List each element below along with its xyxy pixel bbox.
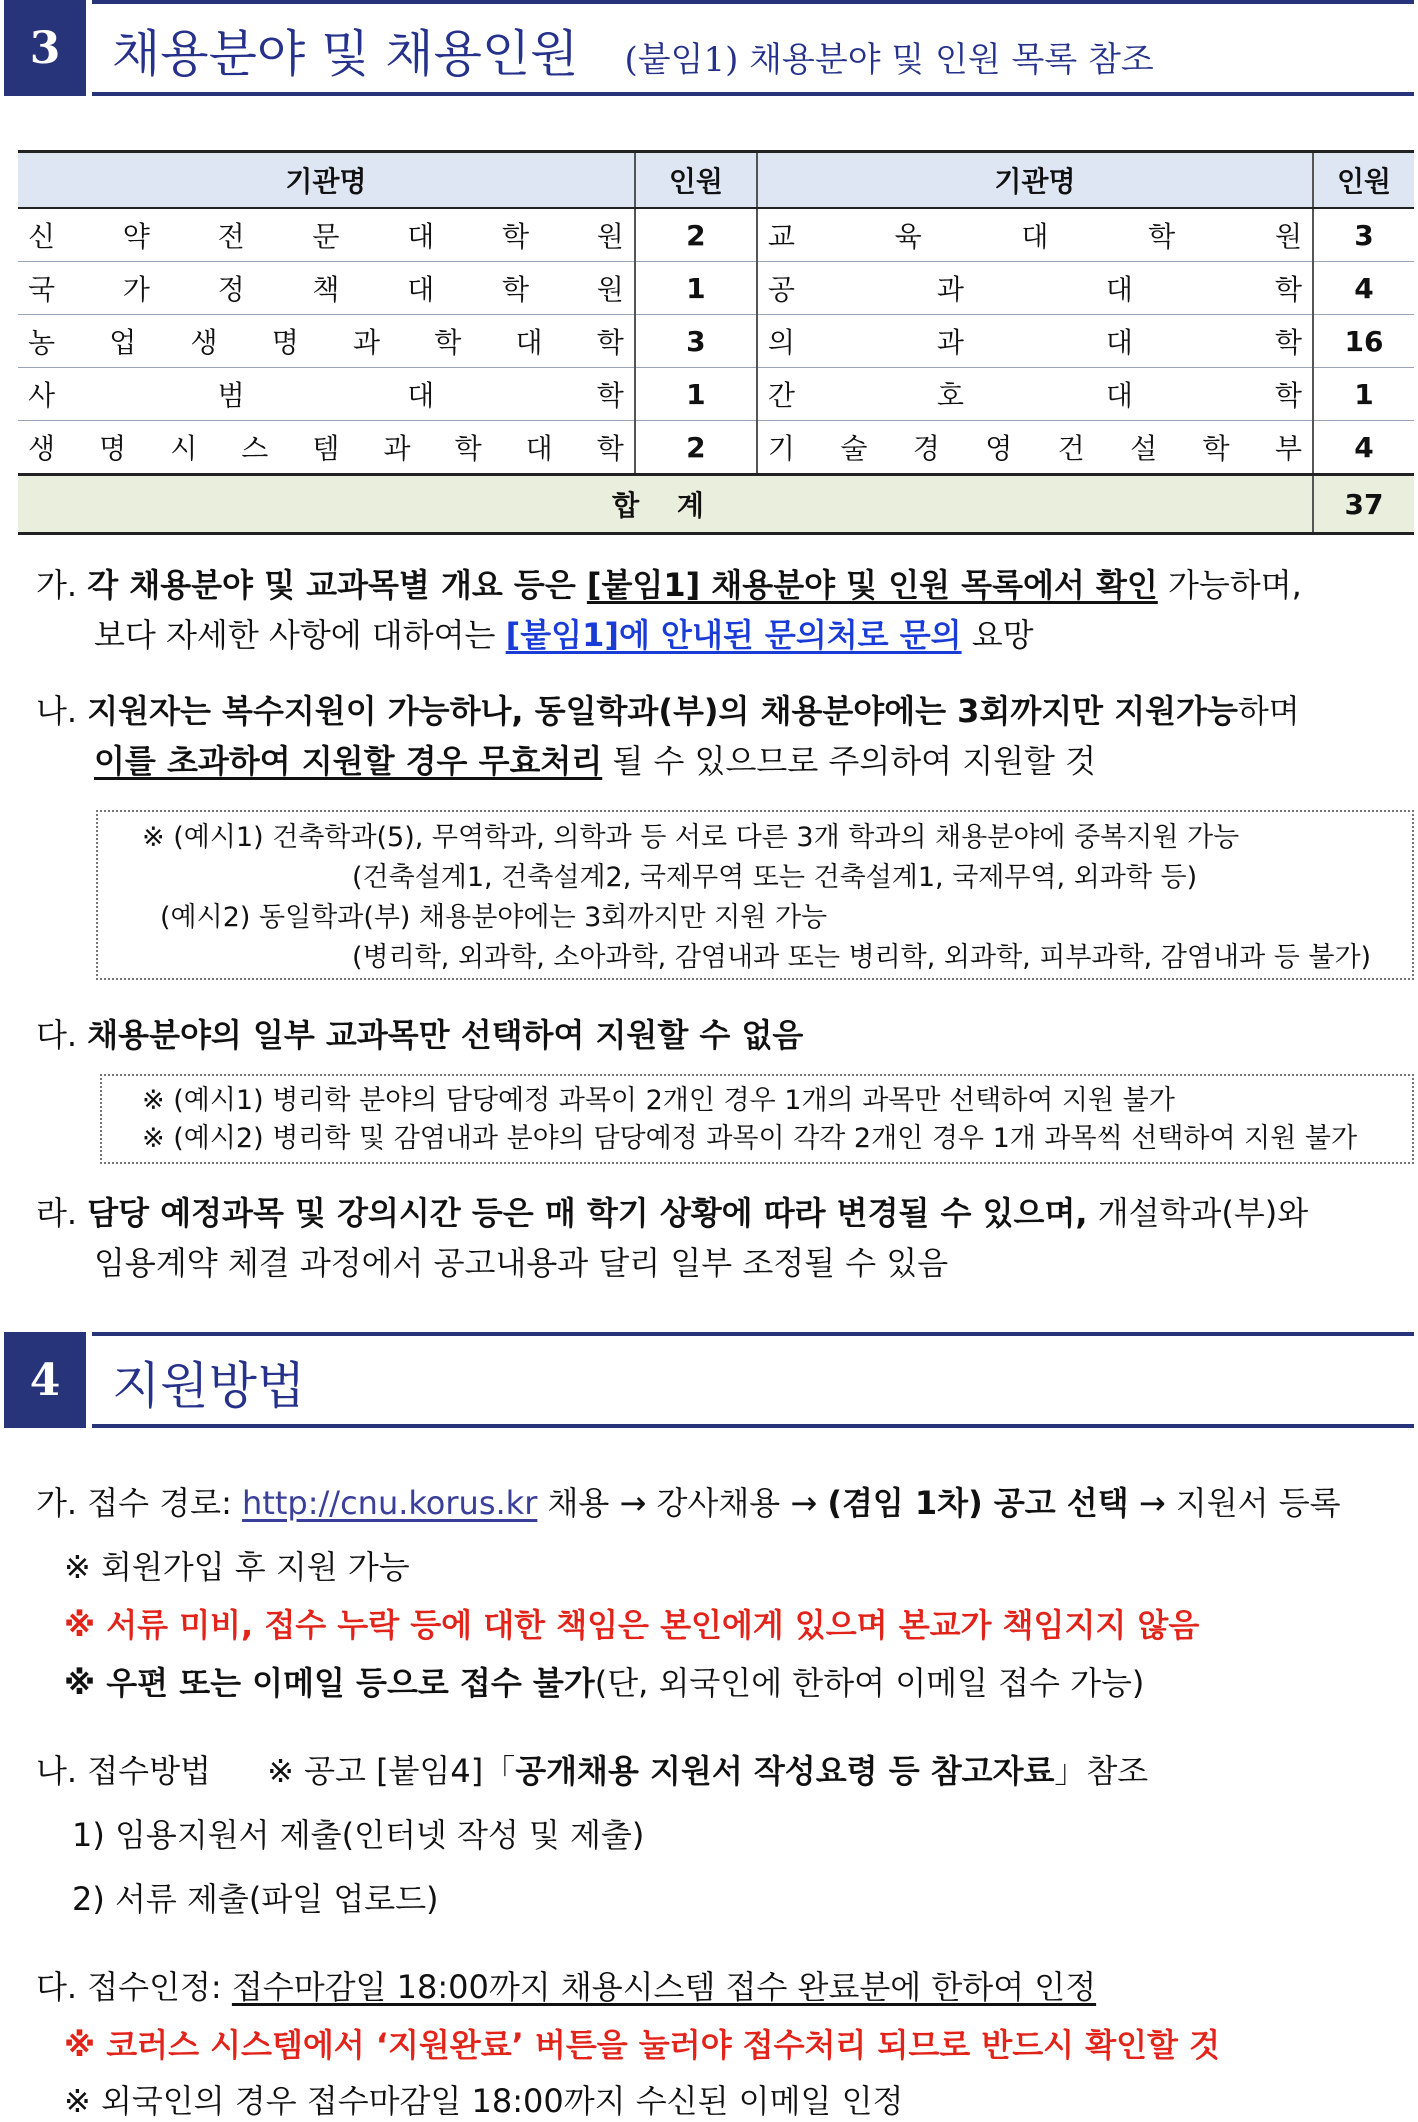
item-text: 공개채용 지원서 작성요령 등 참고자료	[515, 1752, 1055, 1790]
item-text: 하며	[1237, 692, 1300, 730]
org-name-char: 건	[1057, 432, 1085, 465]
org-name-char: 학	[1148, 220, 1176, 253]
org-name	[768, 321, 1302, 361]
org-name-char: 학	[454, 432, 482, 465]
item-4-da	[36, 1962, 1414, 2008]
item-label: 접수인정:	[87, 1968, 232, 2006]
divider	[92, 1424, 1414, 1428]
note-line: ※ 외국인의 경우 접수마감일 18:00까지 수신된 이메일 인정	[64, 2082, 904, 2120]
org-name-char: 국	[28, 273, 56, 306]
count-cell: 16	[1313, 315, 1414, 368]
item-4-ga	[36, 1478, 1414, 1524]
staffing-table	[18, 150, 1414, 535]
org-name-char: 학	[1202, 432, 1230, 465]
org-name-char: 학	[1274, 379, 1302, 412]
org-name-char: 원	[596, 220, 624, 253]
org-name-char: 술	[840, 432, 868, 465]
note-line: (병리학, 외과학, 소아과학, 감염내과 또는 병리학, 외과학, 피부과학, 감염내과 등 불가)	[352, 942, 1372, 973]
org-name-char: 경	[912, 432, 940, 465]
item-text: 이를 초과하여 지원할 경우 무효처리	[94, 742, 603, 780]
item-text: 될 수 있으므로 주의하여 지원할 것	[602, 742, 1097, 780]
item-marker: 다.	[36, 1968, 78, 2006]
note-line	[64, 1658, 1414, 1704]
note-line: (건축설계1, 건축설계2, 국제무역 또는 건축설계1, 국제무역, 외과학 등)	[352, 862, 1198, 893]
org-name-char: 시	[170, 432, 198, 465]
item-text: [붙임1] 채용분야 및 인원 목록에서 확인	[586, 566, 1158, 604]
org-name-char: 스	[241, 432, 269, 465]
org-name-char: 대	[515, 326, 543, 359]
org-name-char: 영	[985, 432, 1013, 465]
item-4-na	[36, 1746, 1414, 1792]
org-name-char: 의	[767, 326, 795, 359]
org-name-char: 템	[312, 432, 340, 465]
org-name-char: 학	[1274, 326, 1302, 359]
org-name	[768, 268, 1302, 308]
section-subtitle: (붙임1) 채용분야 및 인원 목록 참조	[624, 40, 1154, 80]
example-note-box	[100, 1074, 1414, 1164]
table-header-row	[18, 152, 1414, 209]
org-name-char: 사	[28, 379, 56, 412]
org-name	[28, 374, 624, 414]
item-3-da	[36, 1010, 1414, 1060]
item-marker: 나.	[36, 692, 78, 730]
org-name-char: 대	[1105, 273, 1133, 306]
section-title: 지원방법	[112, 1357, 306, 1415]
org-name-char: 학	[596, 326, 624, 359]
header-org-2: 기관명	[757, 152, 1313, 209]
org-name-char: 생	[28, 432, 56, 465]
org-name	[28, 268, 624, 308]
org-name-char: 공	[767, 273, 795, 306]
org-name-char: 학	[501, 220, 530, 253]
warning-note: ※ 코러스 시스템에서 ‘지원완료’ 버튼을 눌러야 접수처리 되므로 반드시 확인할 것	[64, 2026, 1221, 2064]
count-cell: 4	[1313, 421, 1414, 475]
table-total-row	[18, 475, 1414, 534]
org-cell	[757, 421, 1313, 475]
item-text: 가능하며,	[1157, 566, 1302, 604]
org-name-char: 부	[1274, 432, 1302, 465]
org-name-char: 원	[596, 273, 624, 306]
header-count: 인원	[635, 152, 757, 209]
org-cell	[18, 368, 635, 421]
org-name-char: 기	[767, 432, 795, 465]
header-org: 기관명	[18, 152, 635, 209]
org-name-char: 학	[1274, 273, 1302, 306]
org-name-char: 가	[122, 273, 150, 306]
org-name-char: 전	[217, 220, 245, 253]
contact-link[interactable]: [붙임1]에 안내된 문의처로 문의	[505, 616, 962, 654]
section-title	[112, 14, 1154, 86]
org-name-char: 신	[28, 220, 56, 253]
item-3-na	[36, 686, 1414, 786]
org-name-char: 업	[109, 326, 137, 359]
item-text: 보다 자세한 사항에 대하여는	[94, 616, 506, 654]
org-name	[768, 215, 1302, 255]
step-line: 2) 서류 제출(파일 업로드)	[72, 1880, 439, 1918]
org-name	[28, 321, 624, 361]
section-number: 3	[4, 0, 86, 96]
table-row	[18, 315, 1414, 368]
count-cell: 2	[635, 421, 757, 475]
org-name-char: 과	[383, 432, 411, 465]
org-name-char: 교	[767, 220, 795, 253]
count-cell: 3	[1313, 208, 1414, 262]
item-3-ra	[36, 1188, 1414, 1288]
example-note-box	[96, 810, 1414, 980]
item-text: ※ 공고 [붙임4]「	[267, 1752, 516, 1790]
org-name-char: 호	[936, 379, 964, 412]
org-name-char: 대	[407, 379, 435, 412]
org-name-char: 대	[1105, 326, 1133, 359]
total-label: 합 계	[18, 475, 1313, 534]
table-row	[18, 368, 1414, 421]
org-cell	[757, 208, 1313, 262]
org-cell	[18, 315, 635, 368]
note-line: ※ 회원가입 후 지원 가능	[64, 1548, 410, 1586]
org-name-char: 정	[217, 273, 245, 306]
warning-note: ※ 서류 미비, 접수 누락 등에 대한 책임은 본인에게 있으며 본교가 책임지지 않음	[64, 1606, 1200, 1644]
note-line: ※ (예시1) 병리학 분야의 담당예정 과목이 2개인 경우 1개의 과목만 선택하여 지원 불가	[142, 1085, 1175, 1116]
org-name-char: 대	[1021, 220, 1049, 253]
item-text: 각 채용분야 및 교과목별 개요 등은	[87, 566, 587, 604]
section-3-header	[4, 0, 1414, 96]
item-text: 접수마감일 18:00까지 채용시스템 접수 완료분에 한하여 인정	[231, 1968, 1097, 2006]
item-text: 개설학과(부)와	[1087, 1194, 1309, 1232]
org-name-char: 명	[271, 326, 299, 359]
count-cell: 1	[635, 262, 757, 315]
org-name	[768, 374, 1302, 414]
item-label: 접수방법	[87, 1752, 211, 1790]
org-name-char: 대	[407, 220, 435, 253]
item-text: 채용 → 강사채용 →	[537, 1484, 828, 1522]
org-name-char: 학	[596, 379, 624, 412]
count-cell: 1	[1313, 368, 1414, 421]
note-bold: ※ 우편 또는 이메일 등으로 접수 불가	[64, 1664, 595, 1702]
item-text: 」참조	[1054, 1752, 1149, 1790]
note-line: ※ (예시1) 건축학과(5), 무역학과, 의학과 등 서로 다른 3개 학과의 채용분야에 중복지원 가능	[142, 822, 1240, 853]
count-cell: 4	[1313, 262, 1414, 315]
org-name-char: 과	[936, 273, 964, 306]
org-name-char: 학	[434, 326, 462, 359]
item-marker: 가.	[36, 566, 78, 604]
org-name-char: 과	[353, 326, 381, 359]
org-name	[768, 427, 1302, 467]
item-text: 담당 예정과목 및 강의시간 등은 매 학기 상황에 따라 변경될 수 있으며,	[87, 1194, 1088, 1232]
step-line: 1) 임용지원서 제출(인터넷 작성 및 제출)	[72, 1816, 645, 1854]
org-name-char: 명	[99, 432, 127, 465]
org-name-char: 범	[217, 379, 245, 412]
org-name-char: 육	[894, 220, 922, 253]
org-cell	[18, 421, 635, 475]
table-row	[18, 208, 1414, 262]
org-cell	[757, 262, 1313, 315]
item-marker: 가.	[36, 1484, 78, 1522]
item-marker: 나.	[36, 1752, 78, 1790]
divider	[92, 1332, 1414, 1336]
divider	[92, 92, 1414, 96]
application-url-link[interactable]: http://cnu.korus.kr	[242, 1484, 538, 1522]
table-row	[18, 421, 1414, 475]
section-title-text: 채용분야 및 채용인원	[112, 25, 579, 83]
org-name-char: 문	[312, 220, 340, 253]
org-name-char: 학	[501, 273, 530, 306]
org-name-char: 대	[1105, 379, 1133, 412]
item-text: → 지원서 등록	[1128, 1484, 1341, 1522]
item-text: 지원자는 복수지원이 가능하나, 동일학과(부)의 채용분야에는 3회까지만 지원가능	[87, 692, 1238, 730]
org-name	[28, 215, 624, 255]
header-count-2: 인원	[1313, 152, 1414, 209]
note-line: ※ (예시2) 병리학 및 감염내과 분야의 담당예정 과목이 각각 2개인 경우 1개 과목씩 선택하여 지원 불가	[142, 1123, 1358, 1154]
count-cell: 1	[635, 368, 757, 421]
org-cell	[18, 208, 635, 262]
item-text: 채용분야의 일부 교과목만 선택하여 지원할 수 없음	[87, 1016, 804, 1054]
org-name-char: 설	[1130, 432, 1158, 465]
section-4-header	[4, 1332, 1414, 1428]
org-name-char: 대	[407, 273, 435, 306]
org-name-char: 간	[767, 379, 795, 412]
item-marker: 라.	[36, 1194, 78, 1232]
org-cell	[18, 262, 635, 315]
org-name	[28, 427, 624, 467]
org-name-char: 책	[312, 273, 340, 306]
org-name-char: 원	[1274, 220, 1302, 253]
divider	[92, 0, 1414, 4]
org-name-char: 과	[936, 326, 964, 359]
org-name-char: 대	[525, 432, 553, 465]
section-number: 4	[4, 1332, 86, 1428]
table-row	[18, 262, 1414, 315]
org-cell	[757, 368, 1313, 421]
count-cell: 3	[635, 315, 757, 368]
note-text: (단, 외국인에 한하여 이메일 접수 가능)	[594, 1664, 1145, 1702]
note-line: (예시2) 동일학과(부) 채용분야에는 3회까지만 지원 가능	[160, 902, 828, 933]
item-label: 접수 경로:	[87, 1484, 243, 1522]
count-cell: 2	[635, 208, 757, 262]
org-name-char: 약	[122, 220, 150, 253]
org-name-char: 농	[28, 326, 56, 359]
item-3-ga	[36, 560, 1414, 660]
total-value: 37	[1313, 475, 1414, 534]
item-text: 요망	[961, 616, 1034, 654]
item-marker: 다.	[36, 1016, 78, 1054]
org-name-char: 학	[596, 432, 624, 465]
item-text: (겸임 1차) 공고 선택	[827, 1484, 1129, 1522]
org-cell	[757, 315, 1313, 368]
org-name-char: 생	[190, 326, 218, 359]
item-text: 임용계약 체결 과정에서 공고내용과 달리 일부 조정될 수 있음	[94, 1244, 949, 1282]
